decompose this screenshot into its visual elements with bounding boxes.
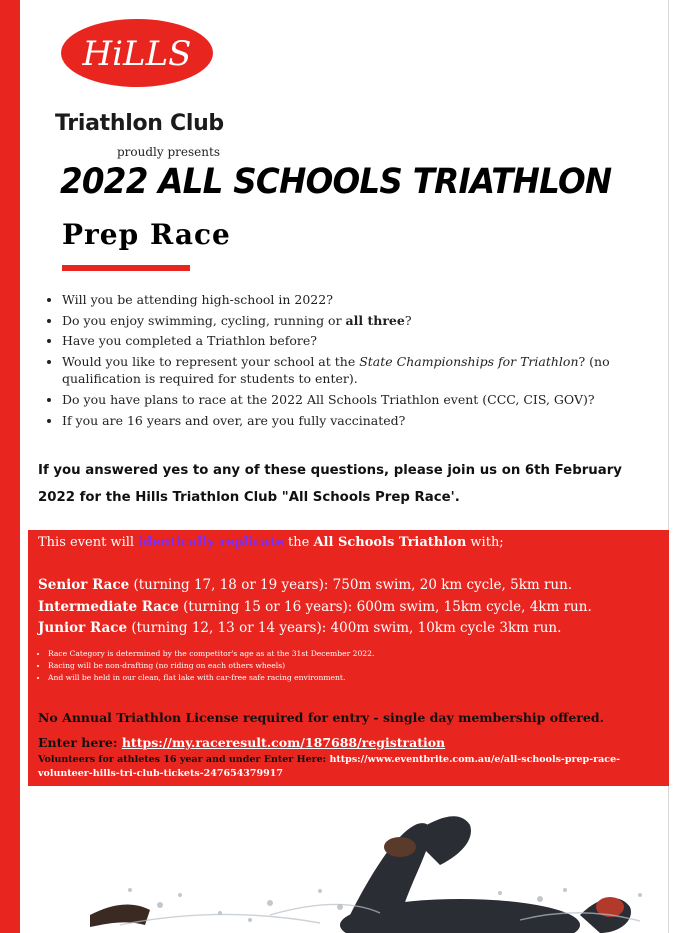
left-accent-bar: [0, 0, 20, 933]
page-subtitle: Prep Race: [62, 218, 231, 251]
race-categories: [38, 575, 592, 640]
volunteer-line: Volunteers for athletes 16 year and under Enter Here: https://www.eventbrite.com.au/e/all-schools-prep-race-volunteer-hills-tri-club-tickets-247654379917: [38, 754, 621, 779]
note-item: • Race Category is determined by the competitor's age as at the 31st December 2022.: [48, 648, 374, 660]
highlight-text: identically replicate: [138, 535, 284, 550]
hills-logo-oval: [60, 18, 214, 88]
question-item: • Will you be attending high-school in 2022?: [62, 291, 681, 309]
race-intermediate: Intermediate Race (turning 15 or 16 years): 600m swim, 15km cycle, 4km run.: [38, 598, 592, 615]
note-item: • And will be held in our clean, flat lake with car-free safe racing environment.: [48, 672, 374, 684]
license-note: No Annual Triathlon License required for entry - single day membership offered.: [38, 710, 604, 725]
swimmer-image: [20, 795, 668, 933]
logo-wordmark: HiLLS: [82, 34, 192, 74]
question-list: [40, 291, 681, 432]
race-senior: Senior Race (turning 17, 18 or 19 years): 750m swim, 20 km cycle, 5km run.: [38, 577, 573, 593]
tagline: proudly presents: [117, 145, 220, 159]
question-item: • Would you like to represent your school at the State Championships for Triathlon? (no qualification is required for students to enter).: [62, 353, 681, 388]
event-details-panel: [28, 530, 669, 786]
entry-line: Enter here: https://my.raceresult.com/187688/registration: [38, 735, 446, 750]
event-intro: This event will identically replicate the All Schools Triathlon with;: [38, 535, 504, 550]
club-name: Triathlon Club: [55, 111, 224, 136]
question-item: • If you are 16 years and over, are you fully vaccinated?: [62, 412, 681, 430]
right-border-line: [668, 0, 669, 933]
race-notes: [38, 648, 374, 684]
note-item: • Racing will be non-drafting (no riding on each others wheels): [48, 660, 374, 672]
race-junior: Junior Race (turning 12, 13 or 14 years): 400m swim, 10km cycle 3km run.: [38, 620, 562, 636]
volunteer-link[interactable]: https://www.eventbrite.com.au/e/all-schools-prep-race-volunteer-hills-tri-club-tickets-247654379917: [38, 754, 621, 779]
page-title: 2022 ALL SCHOOLS TRIATHLON: [60, 162, 612, 202]
question-item: • Do you enjoy swimming, cycling, running or all three?: [62, 312, 681, 330]
title-underline: [62, 265, 190, 271]
call-to-action: If you answered yes to any of these questions, please join us on 6th February 2022 for the Hills Triathlon Club "All Schools Prep Race'.: [38, 463, 622, 505]
registration-link[interactable]: https://my.raceresult.com/187688/registration: [121, 735, 446, 750]
question-item: • Have you completed a Triathlon before?: [62, 332, 681, 350]
question-item: • Do you have plans to race at the 2022 All Schools Triathlon event (CCC, CIS, GOV)?: [62, 391, 681, 409]
